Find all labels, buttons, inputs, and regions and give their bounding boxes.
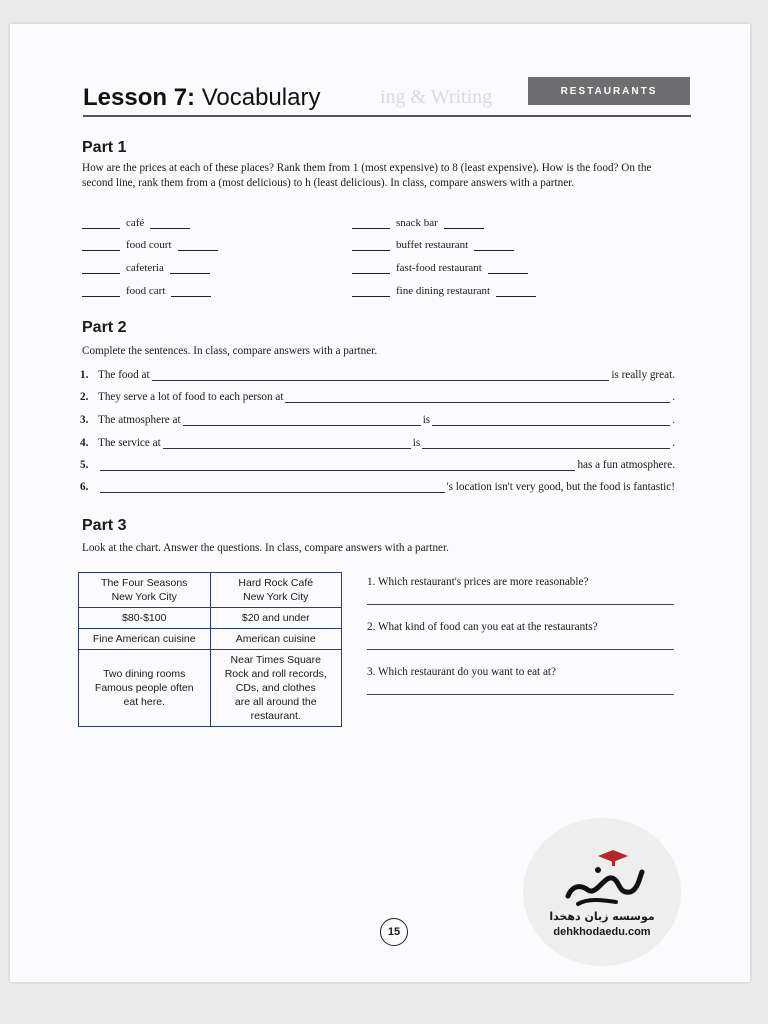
rank-item-label: fast-food restaurant xyxy=(396,262,482,274)
answer-blank[interactable] xyxy=(432,415,670,426)
sentence-text: . xyxy=(672,414,675,426)
question-item xyxy=(367,576,674,605)
answer-blank[interactable] xyxy=(285,392,670,403)
sentence-row xyxy=(80,391,675,403)
food-rank-blank[interactable] xyxy=(496,286,536,297)
sentence-number: 3. xyxy=(80,414,89,426)
rank-item xyxy=(82,239,218,251)
bleed-through-text: ing & Writing xyxy=(380,86,493,108)
rank-item xyxy=(352,217,484,229)
sentence-text: is xyxy=(422,414,431,426)
rank-item-label: cafeteria xyxy=(126,262,164,274)
rank-item-label: snack bar xyxy=(396,217,438,229)
part3-instructions: Look at the chart. Answer the questions. In class, compare answers with a partner. xyxy=(82,542,449,554)
chart-cell: American cuisine xyxy=(210,629,342,650)
price-rank-blank[interactable] xyxy=(82,286,120,297)
price-rank-blank[interactable] xyxy=(352,240,390,251)
sentence-text: . xyxy=(672,437,676,449)
logo-persian-text: موسسه زبان دهخدا xyxy=(549,910,655,923)
answer-blank[interactable] xyxy=(100,460,575,471)
chart-row xyxy=(79,629,342,650)
answer-blank[interactable] xyxy=(422,438,670,449)
answer-line[interactable] xyxy=(367,635,674,650)
answer-line[interactable] xyxy=(367,680,674,695)
price-rank-blank[interactable] xyxy=(82,240,120,251)
title-topic: Vocabulary xyxy=(195,84,321,111)
food-rank-blank[interactable] xyxy=(171,286,211,297)
part2-instructions: Complete the sentences. In class, compare answers with a partner. xyxy=(82,345,378,357)
chart-row xyxy=(79,573,342,608)
chart-cell: Fine American cuisine xyxy=(79,629,211,650)
sentence-text: 's location isn't very good, but the food is fantastic! xyxy=(446,481,675,493)
rank-item-label: food court xyxy=(126,239,172,251)
question-item xyxy=(367,666,674,695)
chart-cell: $80-$100 xyxy=(79,608,211,629)
rank-item xyxy=(82,217,190,229)
sentence-text: The service at xyxy=(98,437,161,449)
rank-item xyxy=(352,262,528,274)
question-item xyxy=(367,621,674,650)
sentence-number: 1. xyxy=(80,369,89,381)
chart-cell: Two dining rooms Famous people often eat here. xyxy=(79,650,211,727)
answer-blank[interactable] xyxy=(163,438,411,449)
sentence-text: The atmosphere at xyxy=(98,414,181,426)
sentence-row xyxy=(80,459,675,471)
sentence-row xyxy=(80,481,675,493)
answer-line[interactable] xyxy=(367,590,674,605)
answer-blank[interactable] xyxy=(100,482,445,493)
title-divider xyxy=(83,115,691,117)
sentence-row xyxy=(80,369,675,381)
food-rank-blank[interactable] xyxy=(488,263,528,274)
price-rank-blank[interactable] xyxy=(352,218,390,229)
sentence-number: 6. xyxy=(80,481,89,493)
rank-item-label: café xyxy=(126,217,145,229)
rank-item-label: fine dining restaurant xyxy=(396,285,491,297)
rank-item xyxy=(82,262,210,274)
sentence-text: is really great. xyxy=(611,369,675,381)
rank-item-label: buffet restaurant xyxy=(396,239,469,251)
sentence-text: . xyxy=(672,391,675,403)
page-number: 15 xyxy=(380,918,408,946)
food-rank-blank[interactable] xyxy=(178,240,218,251)
answer-blank[interactable] xyxy=(152,370,610,381)
sentence-row xyxy=(80,414,675,426)
price-rank-blank[interactable] xyxy=(352,263,390,274)
watermark-logo xyxy=(523,818,681,966)
sentence-number: 4. xyxy=(80,437,89,449)
price-rank-blank[interactable] xyxy=(352,286,390,297)
sentence-text: They serve a lot of food to each person at xyxy=(98,391,284,403)
chart-cell: Near Times Square Rock and roll records, CDs, and clothes are all around the restaurant. xyxy=(210,650,342,727)
sentence-text: is xyxy=(412,437,421,449)
food-rank-blank[interactable] xyxy=(474,240,514,251)
sentence-number: 5. xyxy=(80,459,89,471)
part1-heading: Part 1 xyxy=(82,139,127,156)
part3-heading: Part 3 xyxy=(82,517,127,534)
food-rank-blank[interactable] xyxy=(444,218,484,229)
question-text: 3. Which restaurant do you want to eat at? xyxy=(367,666,556,678)
section-badge: RESTAURANTS xyxy=(528,77,690,105)
sentence-text: The food at xyxy=(98,369,150,381)
question-text: 2. What kind of food can you eat at the restaurants? xyxy=(367,621,598,633)
price-rank-blank[interactable] xyxy=(82,218,120,229)
chart-cell: $20 and under xyxy=(210,608,342,629)
part1-instructions: How are the prices at each of these places? Rank them from 1 (most expensive) to 8 (least expensive). How is the food? On the second line, rank them from a (most delicious) to h (least delicious). In class, compare answers with a partner. xyxy=(82,162,652,189)
chart-row xyxy=(79,608,342,629)
dehkhoda-logo-icon xyxy=(558,846,648,908)
page-title xyxy=(83,84,320,112)
rank-item xyxy=(352,285,536,297)
food-rank-blank[interactable] xyxy=(150,218,190,229)
chart-row xyxy=(79,650,342,727)
answer-blank[interactable] xyxy=(183,415,421,426)
rank-item xyxy=(82,285,211,297)
sentence-number: 2. xyxy=(80,391,89,403)
food-rank-blank[interactable] xyxy=(170,263,210,274)
rank-item-label: food cart xyxy=(126,285,166,297)
sentence-text: has a fun atmosphere. xyxy=(577,459,675,471)
part2-heading: Part 2 xyxy=(82,319,127,336)
logo-url: dehkhodaedu.com xyxy=(553,926,651,938)
sentence-row xyxy=(80,437,675,449)
chart-cell: The Four Seasons New York City xyxy=(79,573,211,608)
price-rank-blank[interactable] xyxy=(82,263,120,274)
rank-item xyxy=(352,239,514,251)
chart-cell: Hard Rock Café New York City xyxy=(210,573,342,608)
question-text: 1. Which restaurant's prices are more reasonable? xyxy=(367,576,589,588)
title-lesson: Lesson 7: xyxy=(83,84,196,111)
restaurant-chart xyxy=(78,572,342,727)
